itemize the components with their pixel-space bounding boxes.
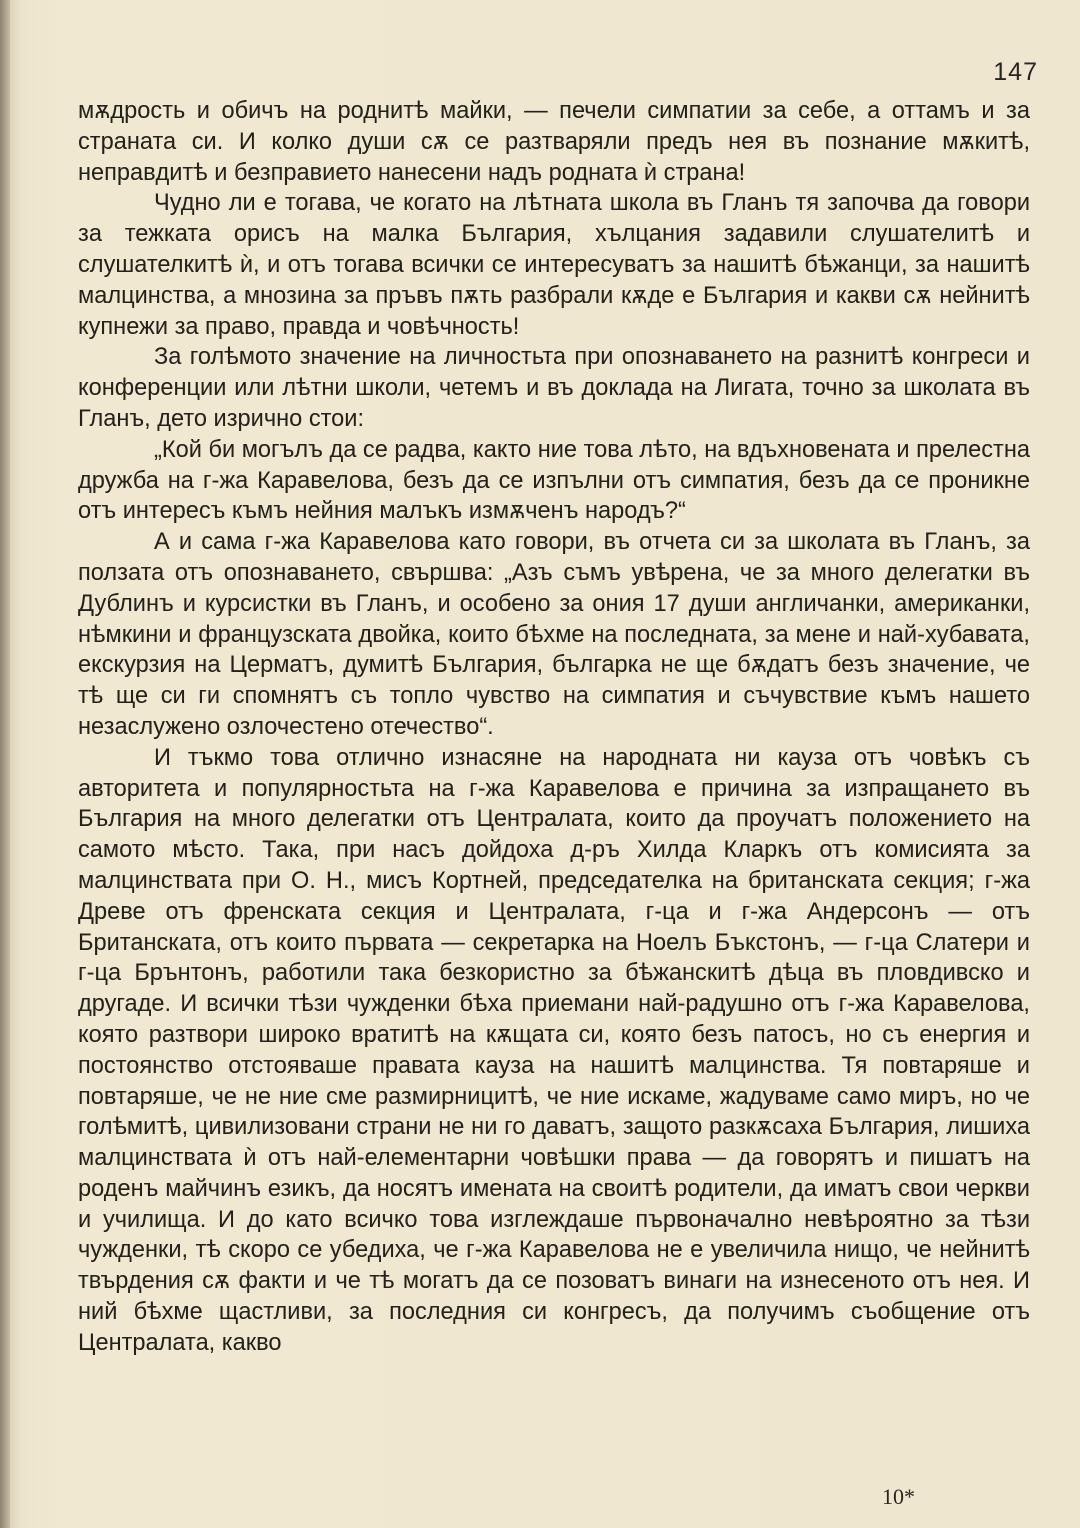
paragraph-1: мѫдрость и обичъ на роднитѣ майки, — печели симпатии за себе, а оттамъ и за страната си. И колко души сѫ се разтваряли предъ нея въ познание мѫкитѣ, неправдитѣ и безправието нанесени надъ родната ѝ страна! bbox=[78, 98, 1030, 186]
quotation-paragraph: „Кой би могълъ да се радва, както ние това лѣто, на вдъхновената и прелестна дружба на г-жа Каравелова, безъ да се изпълни отъ симпатия, безъ да се проникне отъ интересъ къмъ нейния малъкъ измѫченъ народъ?“ bbox=[78, 436, 1030, 525]
paragraph-2: Чудно ли е тогава, че когато на лѣтната школа въ Гланъ тя започва да говори за тежката орисъ на малка България, хълцания задавили слушателитѣ и слушателкитѣ ѝ, и отъ тогава всички се интересуватъ за нашитѣ бѣжанци, за нашитѣ малцинства, а мнозина за пръвъ пѫть разбрали кѫде е България и какви сѫ нейнитѣ купнежи за право, правда и човѣчность! bbox=[78, 190, 1030, 340]
page-number: 147 bbox=[993, 58, 1038, 86]
paragraph-3: За голѣмото значение на личностьта при опознаването на разнитѣ конгреси и конференции или лѣтни школи, четемъ и въ доклада на Лигата, точно за школата въ Гланъ, дето изрично стои: bbox=[78, 344, 1030, 432]
printer-signature-mark: 10* bbox=[882, 1484, 915, 1509]
page-gutter bbox=[0, 0, 10, 1528]
paragraph-5: А и сама г-жа Каравелова като говори, въ отчета си за школата въ Гланъ, за ползата отъ опознаването, свършва: „Азъ съмъ увѣрена, че за много делегатки въ Дублинъ и курсистки въ Гланъ, и особено за ония 17 души англичанки, американки, нѣмкини и французската двойка, които бѣхме на последната, за мене и най-хубавата, екскурзия на Церматъ, думитѣ България, българка не ще бѫдатъ безъ значение, че тѣ ще си ги спомнятъ съ топло чувство на симпатия и съчувствие къмъ нашето незаслужено озлочестено отечество“. bbox=[78, 529, 1030, 740]
body-text bbox=[78, 96, 1030, 1359]
paragraph-6: И тъкмо това отлично изнасяне на народната ни кауза отъ човѣкъ съ авторитета и популярностьта на г-жа Каравелова е причина за изпращането въ България на много делегатки отъ Централата, които да проучатъ положението на самото мѣсто. Така, при насъ дойдоха д-ръ Хилда Кларкъ отъ комисията за малцинствата при О. Н., мисъ Кортней, председателка на британската секция; г-жа Древе отъ френската секция и Централата, г-ца и г-жа Андерсонъ — отъ Британската, отъ които първата — секретарка на Ноелъ Бъкстонъ, — г-ца Слатери и г-ца Брънтонъ, работили така безкористно за бѣжанскитѣ дѣца въ пловдивско и другаде. И всички тѣзи чужденки бѣха приемани най-радушно отъ г-жа Каравелова, която разтвори широко вратитѣ на кѫщата си, която безъ патосъ, но съ енергия и постоянство отстояваше правата кауза на нашитѣ малцинства. Тя повтаряше и повтаряше, че не ние сме размирницитѣ, че ние искаме, жадуваме само миръ, но че голѣмитѣ, цивилизовани страни не ни го даватъ, защото разкѫсаха България, лишиха малцинствата ѝ отъ най-елементарни човѣшки права — да говорятъ и пишатъ на роденъ майчинъ езикъ, да носятъ имената на своитѣ родители, да иматъ свои черкви и училища. И до като всичко това изглеждаше първоначално невѣроятно за тѣзи чужденки, тѣ скоро се убедиха, че г-жа Каравелова не е увеличила нищо, че нейнитѣ твърдения сѫ факти и че тѣ могатъ да се позоватъ винаги на изнесеното отъ нея. И ний бѣхме щастливи, за последния си конгресъ, да получимъ съобщение отъ Централата, какво bbox=[78, 744, 1030, 1356]
